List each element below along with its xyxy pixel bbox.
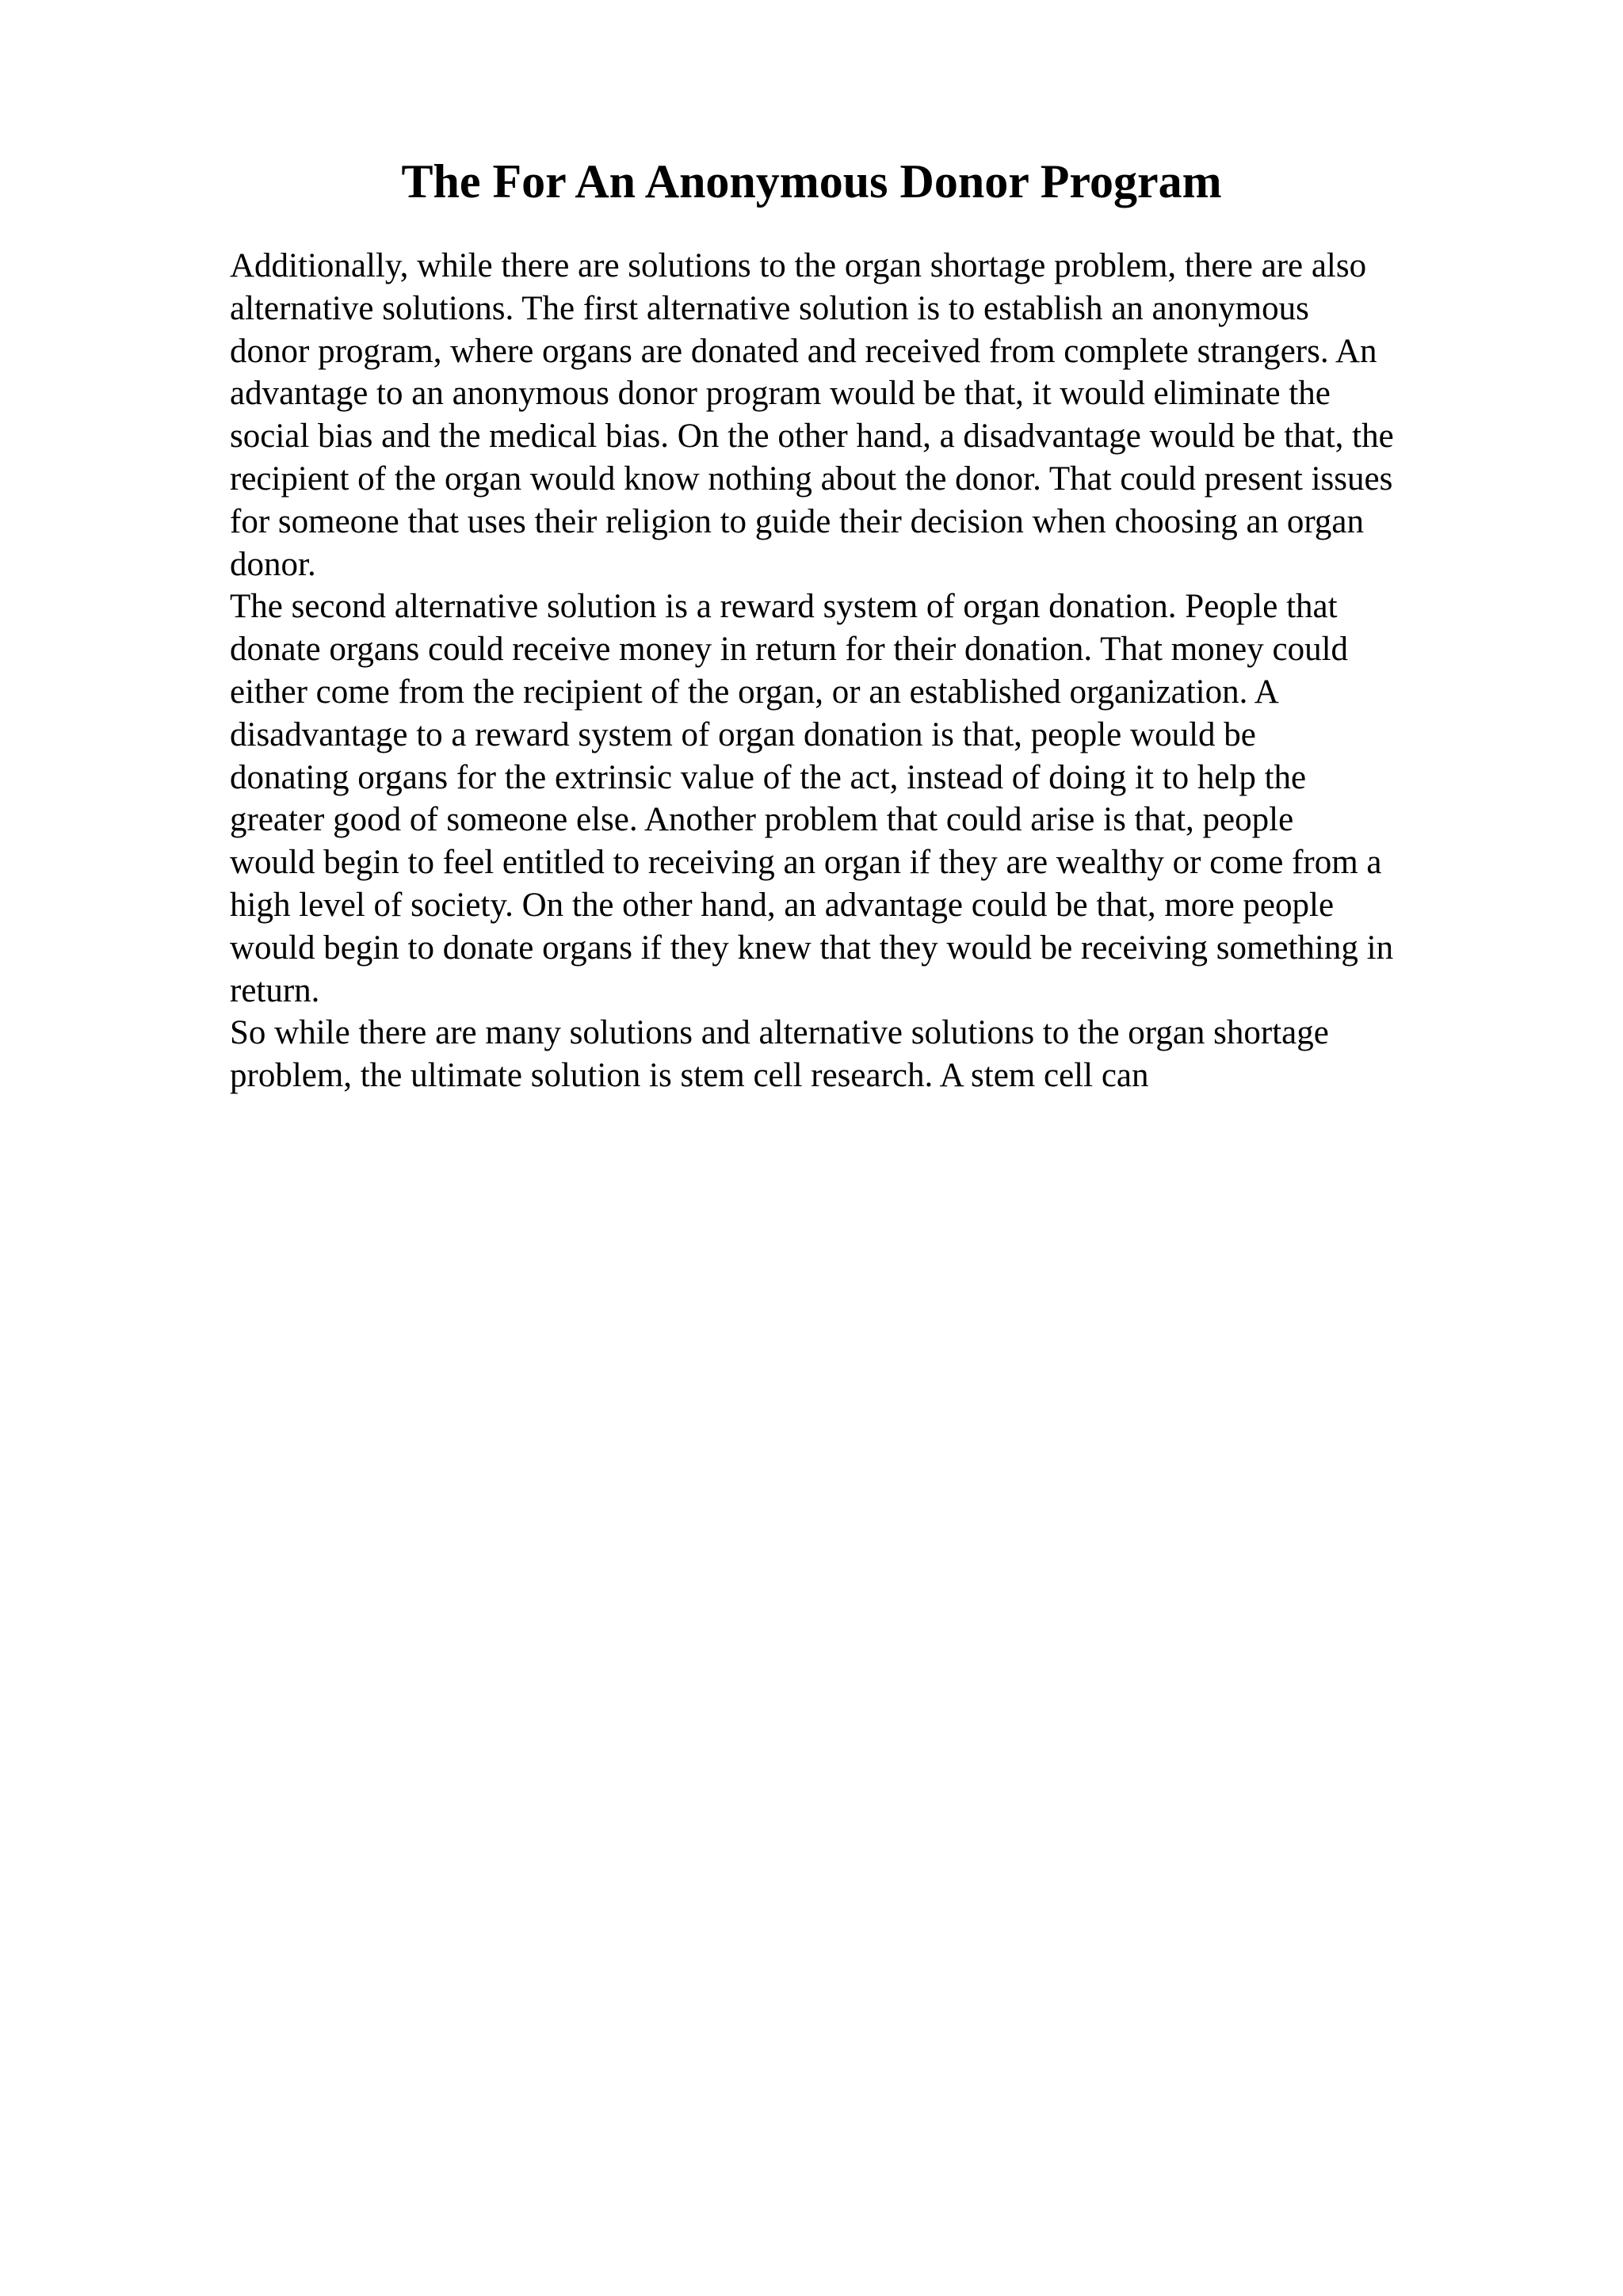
document-title: The For An Anonymous Donor Program bbox=[401, 155, 1222, 208]
body-line: Additionally, while there are solutions to the organ shortage problem, there are also bbox=[230, 247, 1367, 284]
body-line: social bias and the medical bias. On the other hand, a disadvantage would be that, the bbox=[230, 418, 1394, 456]
body-line: problem, the ultimate solution is stem cell research. A stem cell can bbox=[230, 1057, 1149, 1095]
body-line: would begin to feel entitled to receiving an organ if they are wealthy or come from a bbox=[230, 844, 1382, 882]
body-line: donor program, where organs are donated and received from complete strangers. An bbox=[230, 332, 1377, 370]
body-line: donating organs for the extrinsic value of the act, instead of doing it to help the bbox=[230, 758, 1307, 796]
body-line: greater good of someone else. Another problem that could arise is that, people bbox=[230, 801, 1294, 839]
body-line: return. bbox=[230, 971, 320, 1009]
body-line: for someone that uses their religion to guide their decision when choosing an organ bbox=[230, 502, 1365, 540]
body-line: So while there are many solutions and alternative solutions to the organ shortage bbox=[230, 1014, 1329, 1052]
body-line: either come from the recipient of the organ, or an established organization. A bbox=[230, 673, 1279, 711]
body-line: donor. bbox=[230, 545, 316, 583]
body-line: advantage to an anonymous donor program would be that, it would eliminate the bbox=[230, 375, 1331, 413]
document-body bbox=[230, 245, 1498, 1097]
body-line: recipient of the organ would know nothing about the donor. That could present issues bbox=[230, 460, 1393, 498]
body-line: alternative solutions. The first alternative solution is to establish an anonymous bbox=[230, 289, 1309, 327]
body-line: donate organs could receive money in return for their donation. That money could bbox=[230, 631, 1349, 669]
body-line: The second alternative solution is a reward system of organ donation. People that bbox=[230, 588, 1338, 626]
body-line: disadvantage to a reward system of organ donation is that, people would be bbox=[230, 715, 1256, 753]
body-line: would begin to donate organs if they knew that they would be receiving something in bbox=[230, 929, 1394, 967]
body-line: high level of society. On the other hand, an advantage could be that, more people bbox=[230, 886, 1335, 924]
